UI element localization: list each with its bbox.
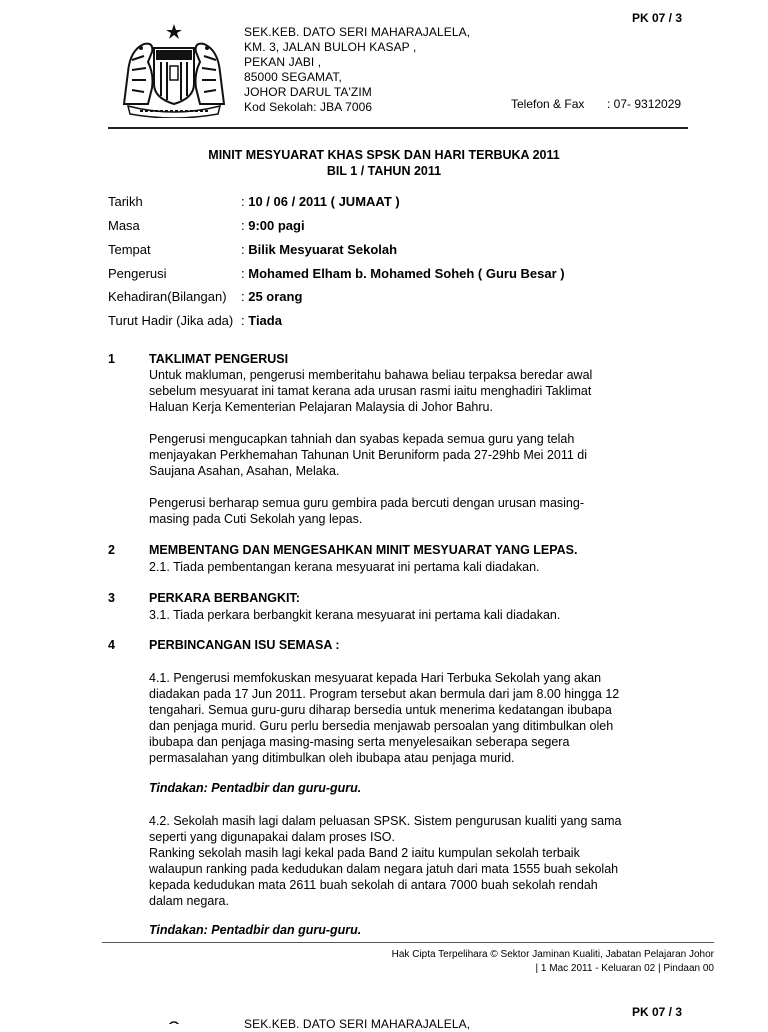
address-line: 85000 SEGAMAT, [244,70,342,84]
next-page-document-code: PK 07 / 3 [632,1005,683,1019]
school-code: Kod Sekolah: JBA 7006 [244,100,373,114]
detail-value: : 9:00 pagi [241,218,305,233]
section-number: 3 [108,591,115,605]
section-paragraph: 4.2. Sekolah masih lagi dalam peluasan SPSK. Sistem pengurusan kualiti yang sama seperti yang digunapakai dalam proses ISO. Ranking sekolah masih lagi kekal pada Band 2 iaitu kumpulan sekolah terbaik walaupun ranking pada kedudukan dalam negara jatuh dari mata 1555 buah sekolah kepada kedudukan mata 2611 buah sekolah di antara 7000 buah sekolah rendah dalam negara. [149,814,622,908]
address-line: SEK.KEB. DATO SERI MAHARAJALELA, [244,25,471,39]
section-paragraph: 4.1. Pengerusi memfokuskan mesyuarat kepada Hari Terbuka Sekolah yang akan diadakan pada 17 Jun 2011. Program tersebut akan bermula dari jam 8.00 hingga 12 tengahari. Semua guru-guru diharap bersedia untuk menerima kedatangan ibubapa dan penjaga murid. Guru perlu bersedia menjawab persoalan yang ditimbulkan oleh ibubapa dan penjaga masing-masing serta menyelesaikan seberapa segera permasalahan yang ditimbulkan oleh ibubapa atau penjaga murid. [149,671,620,765]
section-title: PERKARA BERBANGKIT: [149,591,300,605]
header-divider [108,127,688,129]
section-number: 2 [108,543,115,557]
detail-value: : Tiada [241,313,282,328]
action-note: Tindakan: Pentadbir dan guru-guru. [149,923,362,937]
section-paragraph: 2.1. Tiada pembentangan kerana mesyuarat ini pertama kali diadakan. [149,560,540,574]
address-line: JOHOR DARUL TA'ZIM [244,85,372,99]
section-title: MEMBENTANG DAN MENGESAHKAN MINIT MESYUARAT YANG LEPAS. [149,543,578,557]
section-title: TAKLIMAT PENGERUSI [149,352,289,366]
section-paragraph: Pengerusi mengucapkan tahniah dan syabas kepada semua guru yang telah menjayakan Perkhemahan Tahunan Unit Beruniform pada 27-29hb Mei 2011 di Saujana Asahan, Asahan, Melaka. [149,432,588,478]
action-note: Tindakan: Pentadbir dan guru-guru. [149,781,362,795]
malaysia-coat-of-arms-icon [114,22,234,118]
section-paragraph: 3.1. Tiada perkara berbangkit kerana mesyuarat ini pertama kali diadakan. [149,608,561,622]
detail-label: Masa [108,218,140,233]
document-code: PK 07 / 3 [632,11,683,25]
detail-value: : Mohamed Elham b. Mohamed Soheh ( Guru Besar ) [241,266,565,281]
minutes-title [0,147,768,179]
detail-value: : 25 orang [241,289,303,304]
title-line: BIL 1 / TAHUN 2011 [326,164,442,178]
detail-value: : 10 / 06 / 2011 ( JUMAAT ) [241,194,400,209]
next-page-address-line: SEK.KEB. DATO SERI MAHARAJALELA, [244,1017,471,1031]
phone-value: : 07- 9312029 [607,97,682,111]
detail-value: : Bilik Mesyuarat Sekolah [241,242,398,257]
section-paragraph: Pengerusi berharap semua guru gembira pada bercuti dengan urusan masing- masing pada Cuti Sekolah yang lepas. [149,496,584,526]
detail-label: Pengerusi [108,266,167,281]
detail-label: Kehadiran(Bilangan) [108,289,227,304]
detail-label: Tarikh [108,194,143,209]
footer-divider [102,942,714,943]
footer-copyright: Hak Cipta Terpelihara © Sektor Jaminan Kualiti, Jabatan Pelajaran Johor [391,949,714,960]
title-line: MINIT MESYUARAT KHAS SPSK DAN HARI TERBUKA 2011 [208,148,560,162]
footer-revision: | 1 Mac 2011 - Keluaran 02 | Pindaan 00 [535,963,714,974]
address-line: PEKAN JABI , [244,55,322,69]
next-page-crest-icon [114,1016,234,1024]
school-address [244,25,470,115]
section-paragraph: Untuk makluman, pengerusi memberitahu bahawa beliau terpaksa beredar awal sebelum mesyuarat ini tamat kerana ada urusan rasmi iaitu menghadiri Taklimat Haluan Kerja Kementerian Pelajaran Malaysia di Johor Bahru. [149,368,593,414]
section-number: 1 [108,352,115,366]
section-number: 4 [108,638,115,652]
section-title: PERBINCANGAN ISU SEMASA : [149,638,340,652]
phone-label: Telefon & Fax [511,97,585,111]
address-line: KM. 3, JALAN BULOH KASAP , [244,40,417,54]
detail-label: Turut Hadir (Jika ada) [108,313,234,328]
detail-label: Tempat [108,242,151,257]
